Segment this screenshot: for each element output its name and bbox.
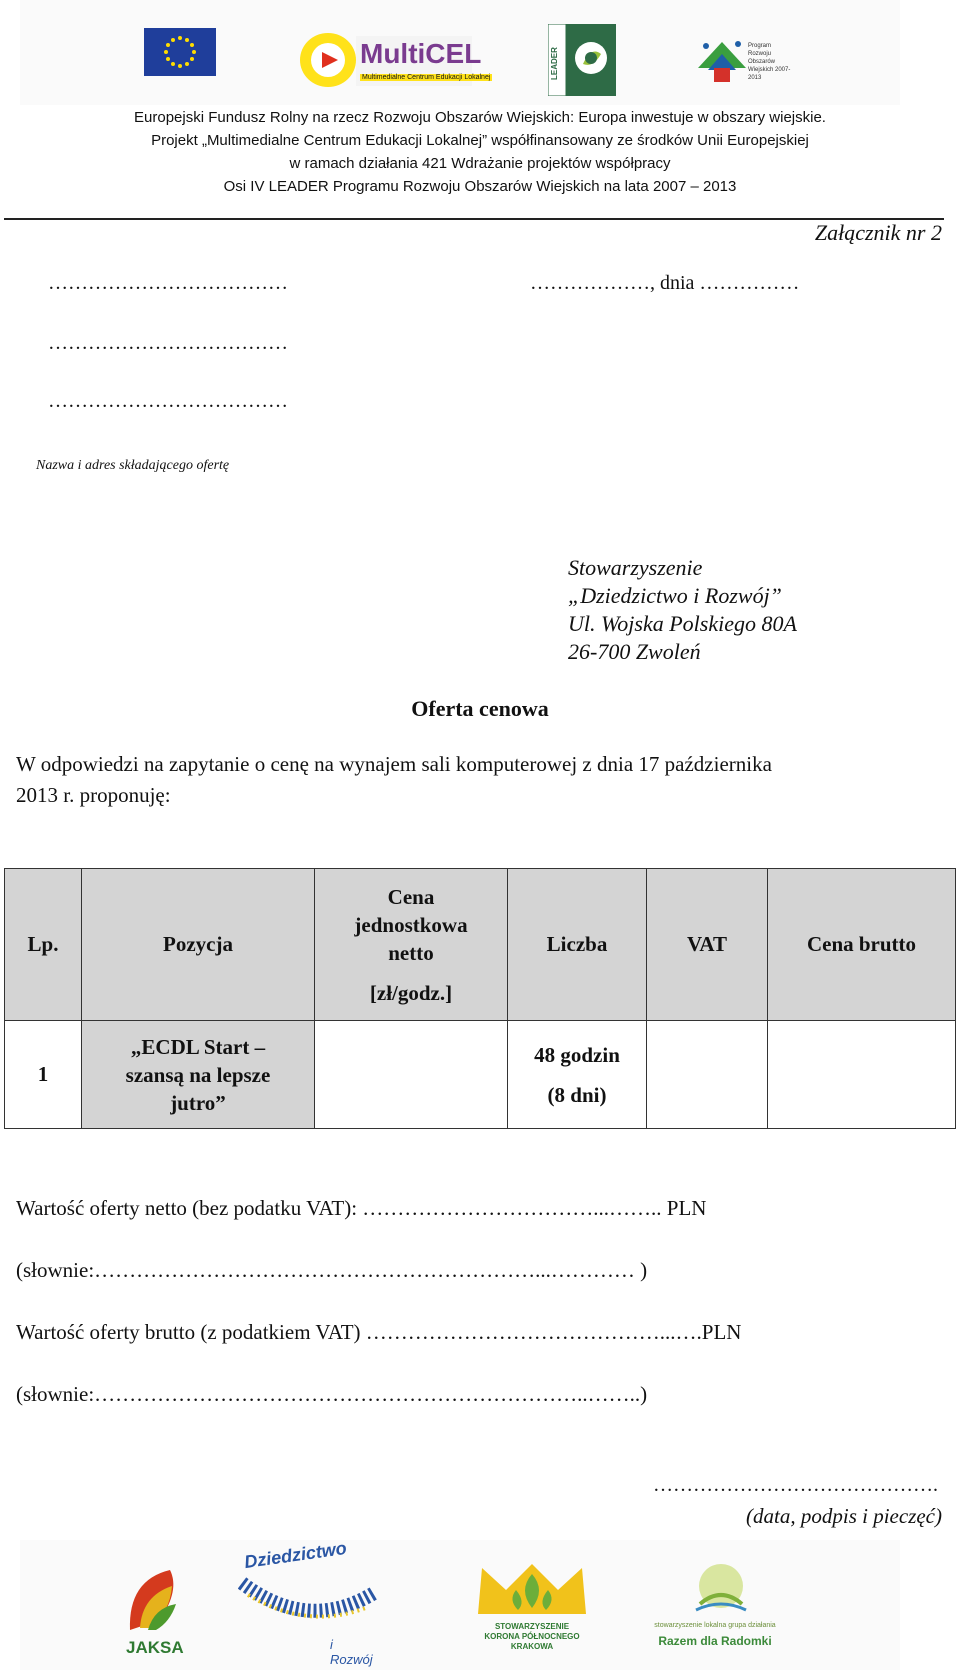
prow-logo bbox=[692, 28, 792, 90]
korona-line-3: KRAKOWA bbox=[510, 1642, 554, 1651]
row-vat bbox=[647, 1021, 768, 1129]
multicel-subtitle: Multimedialne Centrum Edukacji Lokalnej bbox=[362, 74, 491, 81]
header-cena-unit: [zł/godz.] bbox=[369, 980, 453, 1005]
header-line-3: w ramach działania 421 Wdrażanie projektów współpracy bbox=[289, 155, 671, 172]
page-title: Oferta cenowa bbox=[411, 696, 549, 721]
header-divider bbox=[4, 218, 944, 220]
intro-line-1: W odpowiedzi na zapytanie o cenę na wynajem sali komputerowej z dnia 17 października bbox=[16, 752, 772, 776]
recipient-line-3: Ul. Wojska Polskiego 80A bbox=[568, 611, 797, 636]
jaksa-logo bbox=[120, 1560, 190, 1660]
netto-value-line: Wartość oferty netto (bez podatku VAT): ……………………………...…….. PLN bbox=[16, 1196, 707, 1220]
header-line-2: Projekt „Multimedialne Centrum Edukacji Lokalnej” współfinansowany ze środków Unii Europejskiej bbox=[151, 132, 809, 149]
row-lp: 1 bbox=[5, 1021, 82, 1129]
prow-text: Program Rozwoju Obszarów Wiejskich 2007-2013 bbox=[748, 43, 791, 81]
row-pozycja-line-1: „ECDL Start – bbox=[130, 1034, 266, 1059]
multicel-logo bbox=[298, 30, 491, 90]
offer-table bbox=[4, 868, 956, 1129]
dziedzictwo-logo bbox=[238, 1537, 378, 1667]
row-liczba-line-1: 48 godzin bbox=[534, 1042, 620, 1067]
row-pozycja-line-3: jutro” bbox=[170, 1090, 226, 1115]
sender-line-2: ……………………………… bbox=[48, 332, 288, 354]
row-liczba-line-2: (8 dni) bbox=[547, 1082, 607, 1107]
intro-line-2: 2013 r. proponuję: bbox=[16, 783, 171, 807]
dziedzictwo-bottom-text: i Rozwój bbox=[330, 1637, 373, 1667]
razem-text: Razem dla Radomki bbox=[658, 1634, 772, 1648]
korona-text bbox=[472, 1622, 592, 1652]
header-cena-line-1: Cena bbox=[387, 884, 435, 909]
header-line-4: Osi IV LEADER Programu Rozwoju Obszarów Wiejskich na lata 2007 – 2013 bbox=[223, 178, 737, 195]
korona-line-1: STOWARZYSZENIE bbox=[494, 1622, 570, 1631]
attachment-label: Załącznik nr 2 bbox=[814, 220, 942, 245]
row-pozycja-line-2: szansą na lepsze bbox=[125, 1062, 271, 1087]
sender-caption: Nazwa i adres składającego ofertę bbox=[36, 458, 230, 473]
recipient-line-2: „Dziedzictwo i Rozwój” bbox=[568, 583, 782, 608]
brutto-value-line: Wartość oferty brutto (z podatkiem VAT) ……………………………………...….PLN bbox=[16, 1320, 742, 1344]
header-vat: VAT bbox=[647, 869, 768, 1021]
header-lp: Lp. bbox=[5, 869, 82, 1021]
korona-line-2: KORONA PÓŁNOCNEGO bbox=[484, 1632, 580, 1641]
header-liczba: Liczba bbox=[508, 869, 647, 1021]
signature-dots: ……………………………………. bbox=[653, 1474, 938, 1496]
dziedzictwo-top-text: Dziedzictwo bbox=[243, 1537, 348, 1573]
row-pozycja bbox=[82, 1021, 315, 1129]
brutto-words-line: (słownie:……………………………………………………………..……..) bbox=[16, 1382, 648, 1406]
sender-line-3: ……………………………… bbox=[48, 390, 288, 412]
netto-words-line: (słownie:………………………………………………………...………… ) bbox=[16, 1258, 648, 1282]
row-brutto bbox=[768, 1021, 956, 1129]
multicel-title: MultiCEL bbox=[360, 38, 482, 69]
header-pozycja: Pozycja bbox=[82, 869, 315, 1021]
recipient-line-4: 26-700 Zwoleń bbox=[568, 639, 701, 664]
table-row bbox=[5, 1021, 956, 1129]
header-line-1: Europejski Fundusz Rolny na rzecz Rozwoju Obszarów Wiejskich: Europa inwestuje w obszary wiejskie. bbox=[134, 109, 826, 126]
leader-text: LEADER bbox=[550, 47, 559, 80]
row-cena bbox=[315, 1021, 508, 1129]
header-cena bbox=[315, 869, 508, 1021]
recipient-line-1: Stowarzyszenie bbox=[568, 555, 703, 580]
jaksa-text: JAKSA bbox=[126, 1638, 184, 1657]
razem-dla-radomki-logo bbox=[650, 1560, 780, 1665]
header-brutto: Cena brutto bbox=[768, 869, 956, 1021]
eu-flag-logo bbox=[144, 28, 216, 76]
razem-top-text: stowarzyszenie lokalna grupa działania bbox=[654, 1622, 776, 1629]
recipient-block bbox=[568, 554, 797, 666]
header-cena-line-3: netto bbox=[388, 940, 434, 965]
date-line: ………………, dnia …………… bbox=[530, 272, 800, 294]
signature-caption: (data, podpis i pieczęć) bbox=[746, 1504, 942, 1528]
leader-logo bbox=[548, 24, 616, 96]
header-cena-line-2: jednostkowa bbox=[354, 912, 468, 937]
table-header-row bbox=[5, 869, 956, 1021]
row-liczba bbox=[508, 1021, 647, 1129]
korona-logo bbox=[472, 1560, 592, 1665]
sender-line-1: ……………………………… bbox=[48, 272, 288, 294]
